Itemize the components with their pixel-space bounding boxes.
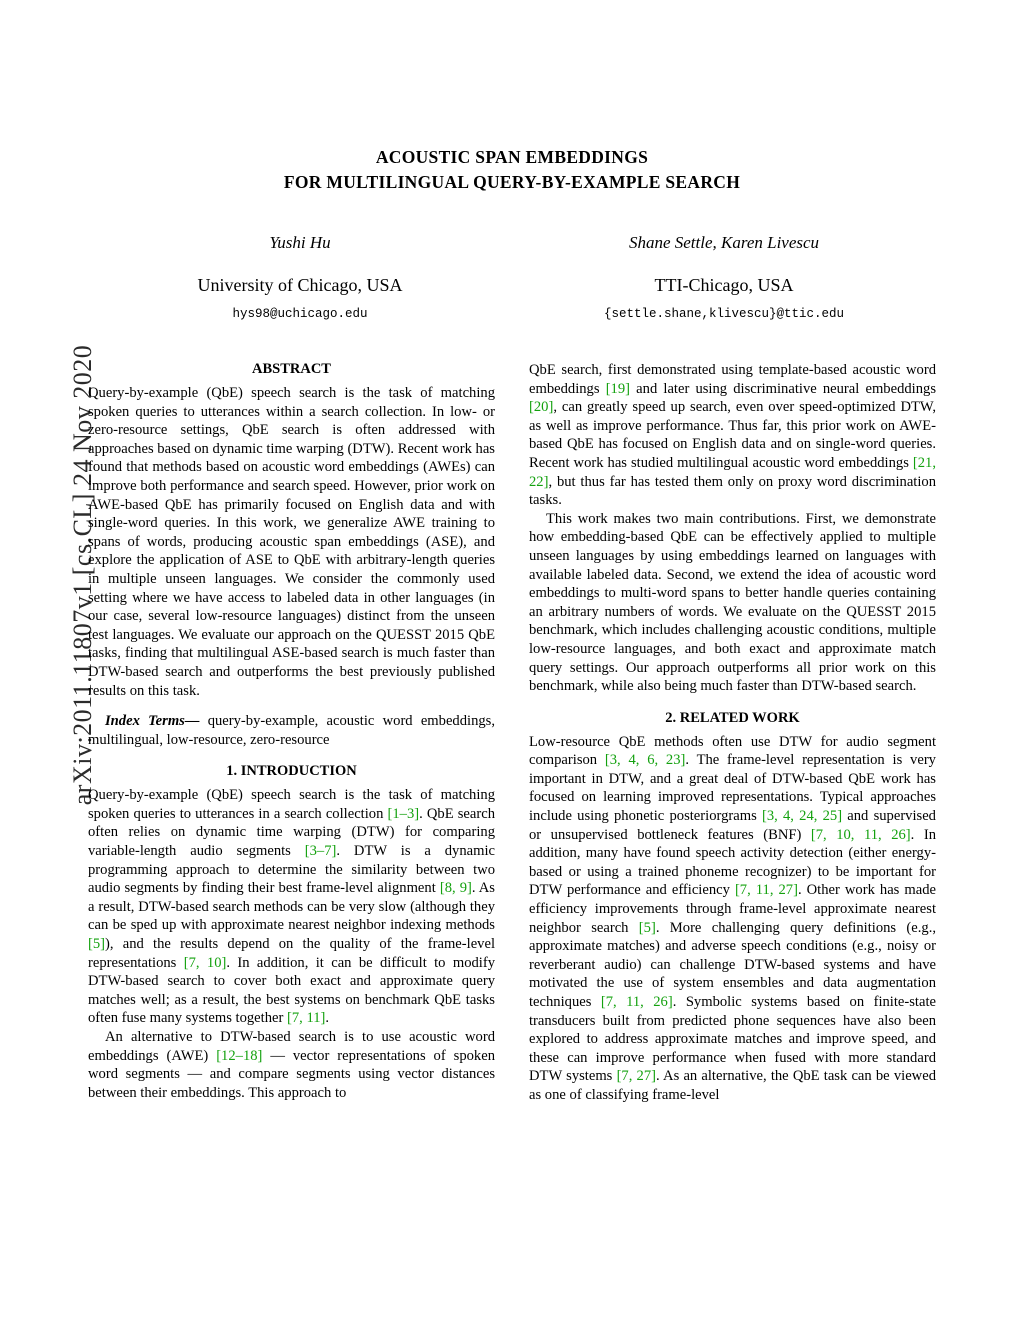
contributions-paragraph: This work makes two main contributions. First, we demonstrate how embedding-based QbE can be effectively applied to multiple unseen languages by using embeddings learned on languages with available labeled data. Second, we extend the idea of acoustic word embeddings to multi-word spans to better handle queries containing an arbitrary numbers of words. We evaluate on the QUESST 2015 benchmark, which includes challenging acoustic conditions, multiple low-resource languages, and both exact and approximate match query settings. Our approach outperforms all prior work on this benchmark, while also being much faster than DTW-based search. [529, 510, 936, 695]
text-run: . More challenging query definitions (e.g., approximate matches) and adverse speech conditions (e.g., noisy or reverberant audio) can challenge DTW-based systems and have motivated the use of system ensembles and data augmentation techniques [529, 919, 936, 1010]
citation-link[interactable]: [3–7] [304, 843, 337, 860]
text-run: An alternative to DTW-based search is to use acoustic word embeddings (AWE) [88, 1029, 495, 1064]
arxiv-identifier-stamp: arXiv:2011.11807v1 [cs.CL] 24 Nov 2020 [68, 344, 97, 806]
text-run: Low-resource QbE methods often use DTW for audio segment comparison [529, 733, 936, 769]
citation-link[interactable]: [20] [529, 399, 554, 416]
text-run: . Symbolic systems based on finite-state transducers built from predicted phone sequences have also been explored to address approximate matches and improve speed, and these can improve performance when fused with more standard DTW systems [529, 994, 936, 1085]
citation-link[interactable]: [5] [88, 936, 106, 953]
citation-link[interactable]: [7, 27] [616, 1068, 657, 1085]
author-names: Shane Settle, Karen Livescu [628, 233, 820, 252]
column-left [88, 361, 495, 1105]
text-run: . As a result, DTW-based search methods can be very slow (although they can be sped up with approximate nearest neighbor indexing methods [88, 880, 495, 934]
citation-link[interactable]: [7, 10, 11, 26] [810, 826, 911, 843]
citation-link[interactable]: [7, 11, 26] [600, 994, 673, 1010]
paper-title-line-1: ACOUSTIC SPAN EMBEDDINGS [375, 147, 649, 167]
citation-link[interactable]: [1–3] [387, 805, 420, 822]
text-run: ), and the results depend on the quality of the frame-level representations [88, 936, 495, 971]
text-run: . Other work has made efficiency improvements through frame-level approximate nearest neighbor search [529, 882, 936, 936]
index-terms-label: Index Terms— [105, 713, 200, 730]
author-list [88, 233, 936, 321]
paper-content [88, 145, 936, 1105]
author-affiliation: University of Chicago, USA [197, 275, 403, 295]
text-run: and later using discriminative neural embeddings [630, 380, 936, 397]
text-run: , can greatly speed up search, even over speed-optimized DTW, as well as improve performance. Thus far, this prior work on AWE-based QbE has focused on English data and on single-word queries. Recent work has studied multilingual acoustic word embeddings [529, 399, 936, 471]
two-column-body [88, 361, 936, 1105]
text-run: . QbE search often relies on dynamic time warping (DTW) for comparing variable-length audio segments [88, 805, 495, 860]
citation-link[interactable]: [8, 9] [439, 880, 472, 897]
abstract-paragraph: Query-by-example (QbE) speech search is the task of matching spoken queries to utterances within a search collection. In low- or zero-resource settings, QbE search is often addressed with approaches based on dynamic time warping (DTW). Recent work has found that methods based on acoustic word embeddings (AWEs) can improve both performance and search speed. However, prior work on AWE-based QbE has primarily focused on English data and with single-word queries. In this work, we generalize AWE training to spans of words, producing acoustic span embeddings (ASE), and explore the application of ASE to QbE with arbitrary-length queries in multiple unseen languages. We consider the commonly used setting where we have access to labeled data in other languages (in our case, several low-resource languages) distinct from the unseen test languages. We evaluate our approach on the QUESST 2015 QbE tasks, finding that multilingual ASE-based search is much faster than DTW-based search and outperforms the best previously published results on this task. [88, 385, 495, 699]
abstract-heading: ABSTRACT [252, 361, 331, 377]
text-run: , but thus far has tested them only on proxy word discrimination tasks. [529, 473, 936, 509]
related-work-paragraph-1 [529, 733, 936, 1105]
text-run: and supervised or unsupervised bottleneck features (BNF) [529, 808, 936, 843]
index-terms [88, 712, 495, 749]
paper-title-line-2: FOR MULTILINGUAL QUERY-BY-EXAMPLE SEARCH [283, 172, 741, 192]
text-run: . In addition, many have found speech activity detection (either energy-based or using a trained phoneme recognizer) to be important for DTW performance and efficiency [529, 826, 936, 899]
author-email: {settle.shane,klivescu}@ttic.edu [603, 307, 845, 321]
author-block-1 [88, 233, 512, 321]
intro-paragraph-1 [88, 786, 495, 1028]
intro-paragraph-2 [88, 1028, 495, 1102]
text-run: . The frame-level representation is very important in DTW, and a great deal of DTW-based QbE work has focused on learning improved representations. Typical approaches include using phonetic posteriorgrams [529, 752, 936, 825]
citation-link[interactable]: [3, 4, 6, 23] [604, 752, 686, 769]
text-run: . [325, 1010, 330, 1027]
column-right [529, 361, 936, 1105]
citation-link[interactable]: [7, 10] [183, 954, 227, 971]
citation-link[interactable]: [7, 11, 27] [734, 882, 798, 899]
text-run: — vector representations of spoken word segments — and compare segments using vector distances between their embeddings. This approach to [88, 1047, 495, 1101]
text-run: Query-by-example (QbE) speech search is the task of matching spoken queries to utterances in a search collection [88, 787, 495, 822]
citation-link[interactable]: [3, 4, 24, 25] [761, 808, 843, 825]
citation-link[interactable]: [21, 22] [529, 454, 936, 490]
text-run: QbE search, first demonstrated using template-based acoustic word embeddings [529, 362, 936, 397]
author-email: hys98@uchicago.edu [232, 307, 368, 321]
related-column-paragraph-1 [529, 361, 936, 510]
section-heading-related-work: 2. RELATED WORK [665, 709, 800, 726]
text-run: . As an alternative, the QbE task can be viewed as one of classifying frame-level [529, 1068, 936, 1103]
citation-link[interactable]: [19] [605, 380, 631, 397]
text-run: . In addition, it can be difficult to modify DTW-based search to cover both exact and approximate query matches well; as a result, the best systems on benchmark QbE tasks often fuse many systems together [88, 954, 495, 1027]
section-heading-introduction: 1. INTRODUCTION [226, 763, 357, 780]
paper-title [88, 145, 936, 195]
author-block-2 [512, 233, 936, 321]
citation-link[interactable]: [12–18] [216, 1047, 263, 1064]
text-run: . DTW is a dynamic programming approach to determine the similarity between two audio segments by finding their best frame-level alignment [88, 843, 496, 897]
citation-link[interactable]: [5] [638, 919, 656, 936]
citation-link[interactable]: [7, 11] [287, 1010, 326, 1027]
author-affiliation: TTI-Chicago, USA [654, 275, 794, 295]
index-terms-text: query-by-example, acoustic word embeddings, multilingual, low-resource, zero-resource [88, 713, 496, 748]
author-names: Yushi Hu [269, 233, 331, 252]
